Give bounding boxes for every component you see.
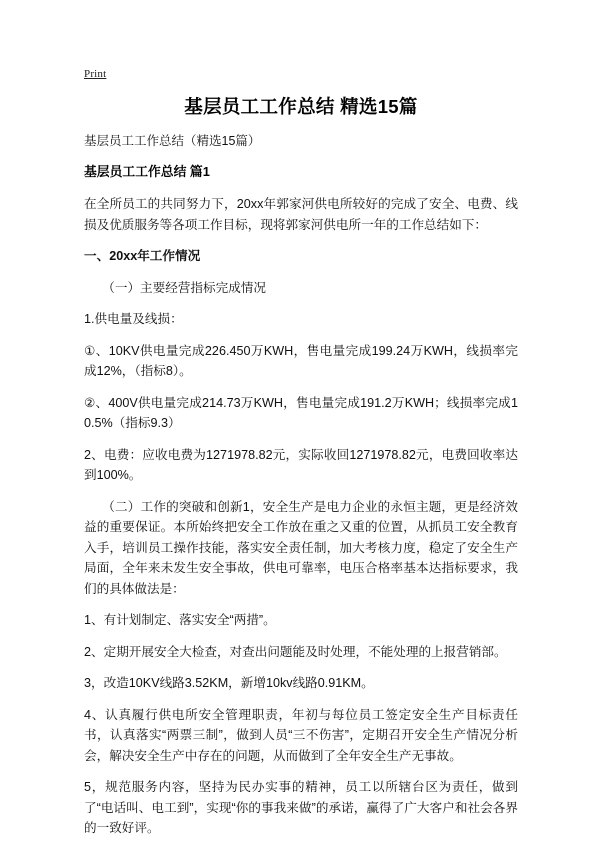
paragraph-subsection-two: （二）工作的突破和创新1，安全生产是电力企业的永恒主题，更是经济效益的重要保证。本所始终把安全工作放在重之又重的位置，从抓员工安全教育入手，培训员工操作技能，落实安全责任制，加大考核力度，稳定了安全生产局面，全年来未发生安全事故，供电可靠率，电压合格率基本达指标要求，我们的具体做法是： [84,499,518,596]
paragraph-item-10kv: ①、10KV供电量完成226.450万KWH，售电量完成199.24万KWH，线损率完成12%，（指标8）。 [84,343,518,378]
paragraph-item-supply: 1.供电量及线损： [84,312,183,326]
print-link[interactable]: Print [84,68,107,80]
document-subtitle: 基层员工工作总结（精选15篇） [84,134,261,148]
paragraph-measure-2: 2、定期开展安全大检查，对查出问题能及时处理，不能处理的上报营销部。 [84,644,507,659]
page-title: 基层员工工作总结 精选15篇 [184,96,418,117]
paragraph-measure-4: 4、认真履行供电所安全管理职责，年初与每位员工签定安全生产目标责任书，认真落实“两票三制”，做到人员“三不伤害”，定期召开安全生产情况分析会，解决安全生产中存在的问题，从而做到了全年安全生产无事故。 [84,707,518,763]
paragraph-subsection-one: （一）主要经营指标完成情况 [102,280,266,295]
document-body [84,194,518,839]
paragraph-item-fee: 2、电费：应收电费为1271978.82元，实际收回1271978.82元，电费回收率达到100%。 [84,447,518,482]
paragraph-measure-3: 3，改造10KV线路3.52KM，新增10kv线路0.91KM。 [84,676,374,690]
document-content [84,94,518,850]
paragraph-item-400v: ②、400V供电量完成214.73万KWH，售电量完成191.2万KWH；线损率完成10.5%（指标9.3） [84,395,518,430]
paragraph-measure-5: 5，规范服务内容，坚持为民办实事的精神，员工以所辖台区为责任，做到了“电话叫、电工到”，实现“你的事我来做”的承诺，赢得了广大客户和社会各界的一致好评。 [84,780,518,835]
article-heading: 基层员工工作总结 篇1 [84,164,210,179]
paragraph-section-one-heading: 一、20xx年工作情况 [84,249,201,263]
paragraph-measure-1: 1、有计划制定、落实安全“两措”。 [84,613,276,627]
paragraph-intro: 在全所员工的共同努力下，20xx年郭家河供电所较好的完成了安全、电费、线损及优质服务等各项工作目标，现将郭家河供电所一年的工作总结如下： [84,197,518,232]
